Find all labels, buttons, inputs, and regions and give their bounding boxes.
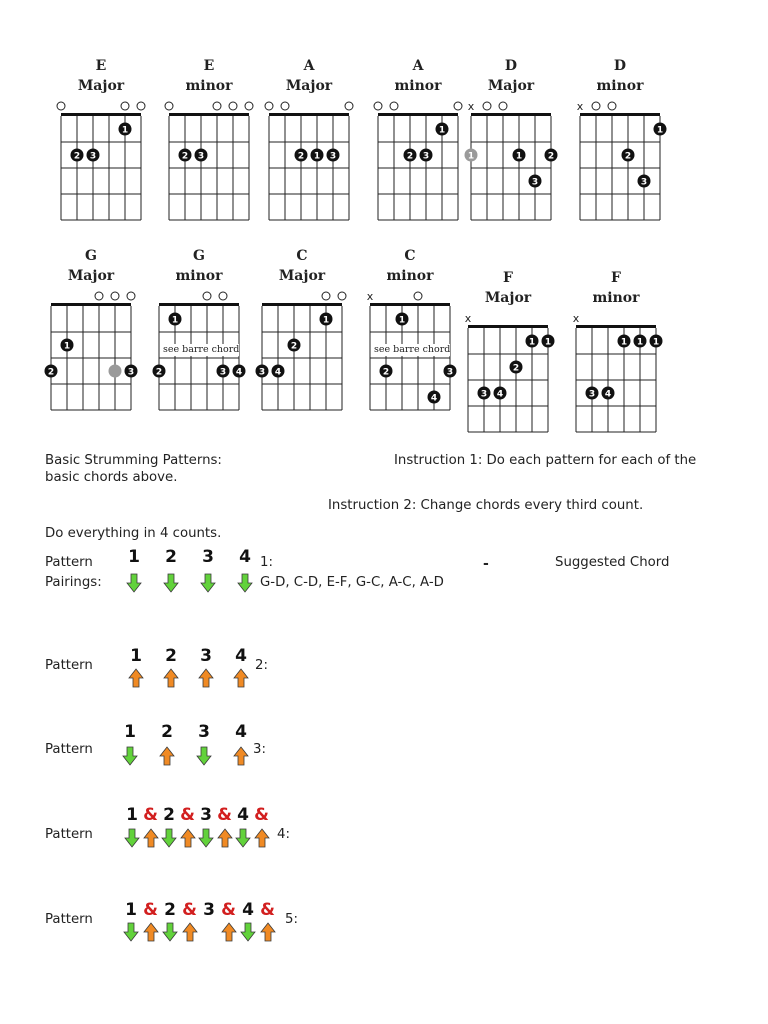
- open-string-marker: [203, 292, 211, 300]
- finger-number: 2: [512, 363, 520, 374]
- finger-number: 1: [467, 151, 475, 162]
- chord-root: G: [193, 248, 205, 264]
- strumming-heading: Basic Strumming Patterns:: [45, 453, 222, 468]
- count-label: &: [217, 805, 232, 825]
- nut: [471, 113, 551, 116]
- strum-up-arrow-icon: [143, 922, 159, 942]
- strum-down-arrow-icon: [200, 573, 216, 593]
- chord-d-major: [459, 56, 579, 256]
- open-string-marker: [111, 292, 119, 300]
- count-label: 4: [239, 547, 251, 567]
- pattern-label: Pattern: [45, 827, 93, 842]
- open-string-marker: [390, 102, 398, 110]
- count-label: 3: [203, 900, 215, 920]
- chord-quality: Major: [285, 78, 333, 94]
- strum-up-arrow-icon: [182, 922, 198, 942]
- chord-root: A: [303, 58, 315, 74]
- chord-quality: Major: [487, 78, 535, 94]
- count-label: 2: [161, 722, 173, 742]
- finger-number: 1: [313, 151, 321, 162]
- strum-down-arrow-icon: [237, 573, 253, 593]
- chord-root: C: [296, 248, 308, 264]
- pairings-label: Pairings:: [45, 575, 102, 590]
- chord-root: D: [613, 58, 627, 74]
- strum-up-arrow-icon: [163, 668, 179, 688]
- chord-f-minor: [564, 268, 684, 468]
- nut: [576, 325, 656, 328]
- pattern-label: Pattern: [45, 555, 93, 570]
- chord-quality: minor: [185, 78, 233, 94]
- finger-dot: [109, 365, 122, 378]
- finger-number: 3: [588, 389, 596, 400]
- nut: [370, 303, 450, 306]
- strum-down-arrow-icon: [123, 922, 139, 942]
- count-label: 1: [125, 900, 137, 920]
- chord-d-minor: [568, 56, 688, 256]
- finger-number: 1: [438, 125, 446, 136]
- finger-number: 2: [406, 151, 414, 162]
- nut: [262, 303, 342, 306]
- count-label: 3: [198, 722, 210, 742]
- finger-number: 1: [398, 315, 406, 326]
- finger-number: 2: [382, 367, 390, 378]
- strum-down-arrow-icon: [122, 746, 138, 766]
- finger-number: 1: [171, 315, 179, 326]
- count-label: &: [254, 805, 269, 825]
- open-string-marker: [281, 102, 289, 110]
- finger-number: 1: [636, 337, 644, 348]
- finger-number: 1: [63, 341, 71, 352]
- finger-number: 1: [620, 337, 628, 348]
- strum-down-arrow-icon: [161, 828, 177, 848]
- strum-up-arrow-icon: [233, 668, 249, 688]
- count-label: 3: [200, 646, 212, 666]
- count-label: 4: [235, 722, 247, 742]
- chord-root: F: [611, 270, 621, 286]
- open-string-marker: [213, 102, 221, 110]
- nut: [378, 113, 458, 116]
- strum-up-arrow-icon: [159, 746, 175, 766]
- finger-number: 4: [604, 389, 612, 400]
- chord-grid: [459, 56, 579, 256]
- count-label: 4: [235, 646, 247, 666]
- open-string-marker: [592, 102, 600, 110]
- chord-f-major: [456, 268, 576, 468]
- chord-quality: minor: [394, 78, 442, 94]
- strum-down-arrow-icon: [163, 573, 179, 593]
- nut: [580, 113, 660, 116]
- open-string-marker: [499, 102, 507, 110]
- nut: [159, 303, 239, 306]
- strum-down-arrow-icon: [126, 573, 142, 593]
- chord-root: C: [404, 248, 416, 264]
- finger-number: 1: [515, 151, 523, 162]
- chord-root: G: [85, 248, 97, 264]
- chord-quality: minor: [386, 268, 434, 284]
- instruction-1: Instruction 1: Do each pattern for each of the: [394, 453, 697, 468]
- chord-quality: minor: [592, 290, 640, 306]
- count-label: 1: [124, 722, 136, 742]
- chord-quality: minor: [596, 78, 644, 94]
- nut: [169, 113, 249, 116]
- open-string-marker: [137, 102, 145, 110]
- open-string-marker: [322, 292, 330, 300]
- finger-number: 3: [531, 177, 539, 188]
- count-label: &: [143, 900, 158, 920]
- finger-number: 1: [656, 125, 664, 136]
- finger-number: 4: [496, 389, 504, 400]
- open-string-marker: [265, 102, 273, 110]
- nut: [51, 303, 131, 306]
- muted-string-marker: x: [576, 100, 584, 113]
- open-string-marker: [95, 292, 103, 300]
- pattern-number: 4:: [277, 827, 290, 842]
- finger-number: 2: [181, 151, 189, 162]
- strum-down-arrow-icon: [198, 828, 214, 848]
- strum-down-arrow-icon: [235, 828, 251, 848]
- strum-up-arrow-icon: [198, 668, 214, 688]
- chord-grid: [250, 246, 370, 446]
- chord-quality: Major: [67, 268, 115, 284]
- count-label: 4: [242, 900, 254, 920]
- count-label: &: [180, 805, 195, 825]
- finger-number: 3: [640, 177, 648, 188]
- count-label: 2: [164, 900, 176, 920]
- pattern-number: 3:: [253, 742, 266, 757]
- barre-chord-note: see barre chord: [163, 343, 240, 355]
- chord-g-minor: [147, 246, 267, 446]
- chord-quality: Major: [278, 268, 326, 284]
- open-string-marker: [483, 102, 491, 110]
- strum-up-arrow-icon: [128, 668, 144, 688]
- nut: [61, 113, 141, 116]
- strum-down-arrow-icon: [124, 828, 140, 848]
- count-label: &: [182, 900, 197, 920]
- strum-down-arrow-icon: [196, 746, 212, 766]
- pattern-number: 2:: [255, 658, 268, 673]
- finger-number: 3: [127, 367, 135, 378]
- open-string-marker: [608, 102, 616, 110]
- chord-grid: [456, 268, 576, 468]
- pattern-label: Pattern: [45, 658, 93, 673]
- strum-up-arrow-icon: [233, 746, 249, 766]
- open-string-marker: [121, 102, 129, 110]
- pattern-number: 5:: [285, 912, 298, 927]
- open-string-marker: [374, 102, 382, 110]
- finger-number: 1: [528, 337, 536, 348]
- finger-number: 1: [121, 125, 129, 136]
- count-label: 1: [128, 547, 140, 567]
- chord-grid: [257, 56, 377, 256]
- chord-grid: [49, 56, 169, 256]
- open-string-marker: [127, 292, 135, 300]
- chord-g-major: [39, 246, 159, 446]
- instruction-2: Instruction 2: Change chords every third count.: [328, 498, 644, 513]
- finger-number: 2: [73, 151, 81, 162]
- finger-number: 1: [322, 315, 330, 326]
- finger-number: 3: [422, 151, 430, 162]
- finger-number: 1: [544, 337, 552, 348]
- suggested-pairings-list: G-D, C-D, E-F, G-C, A-C, A-D: [260, 575, 444, 590]
- finger-number: 2: [155, 367, 163, 378]
- open-string-marker: [165, 102, 173, 110]
- chord-root: E: [95, 58, 107, 74]
- finger-number: 4: [274, 367, 282, 378]
- open-string-marker: [219, 292, 227, 300]
- open-string-marker: [345, 102, 353, 110]
- finger-number: 3: [89, 151, 97, 162]
- open-string-marker: [57, 102, 65, 110]
- chord-grid: [39, 246, 159, 446]
- muted-string-marker: x: [572, 312, 580, 325]
- chord-grid: [564, 268, 684, 468]
- chord-grid: [568, 56, 688, 256]
- strum-up-arrow-icon: [180, 828, 196, 848]
- finger-number: 4: [430, 393, 438, 404]
- strum-up-arrow-icon: [143, 828, 159, 848]
- count-label: 2: [163, 805, 175, 825]
- chord-c-major: [250, 246, 370, 446]
- finger-number: 1: [652, 337, 660, 348]
- strumming-heading-cont: basic chords above.: [45, 470, 178, 485]
- count-label: 4: [237, 805, 249, 825]
- strum-up-arrow-icon: [217, 828, 233, 848]
- finger-number: 3: [329, 151, 337, 162]
- count-label: 1: [130, 646, 142, 666]
- finger-number: 3: [446, 367, 454, 378]
- chord-root: A: [412, 58, 424, 74]
- count-label: &: [260, 900, 275, 920]
- chord-quality: minor: [175, 268, 223, 284]
- muted-string-marker: x: [464, 312, 472, 325]
- finger-number: 2: [290, 341, 298, 352]
- pairings-dash: -: [483, 556, 489, 572]
- open-string-marker: [338, 292, 346, 300]
- strum-up-arrow-icon: [221, 922, 237, 942]
- strum-up-arrow-icon: [254, 828, 270, 848]
- muted-string-marker: x: [467, 100, 475, 113]
- strum-up-arrow-icon: [260, 922, 276, 942]
- finger-number: 3: [219, 367, 227, 378]
- finger-number: 2: [547, 151, 555, 162]
- finger-number: 2: [297, 151, 305, 162]
- open-string-marker: [229, 102, 237, 110]
- finger-number: 3: [197, 151, 205, 162]
- strum-down-arrow-icon: [162, 922, 178, 942]
- open-string-marker: [414, 292, 422, 300]
- muted-string-marker: x: [366, 290, 374, 303]
- finger-number: 4: [235, 367, 243, 378]
- count-label: 3: [200, 805, 212, 825]
- chord-root: D: [504, 58, 518, 74]
- nut: [269, 113, 349, 116]
- pattern-label: Pattern: [45, 742, 93, 757]
- count-label: 2: [165, 547, 177, 567]
- chord-root: F: [503, 270, 513, 286]
- finger-number: 2: [47, 367, 55, 378]
- pattern-number: 1:: [260, 555, 273, 570]
- barre-chord-note: see barre chord: [374, 343, 451, 355]
- finger-number: 3: [258, 367, 266, 378]
- strum-down-arrow-icon: [240, 922, 256, 942]
- chord-quality: Major: [77, 78, 125, 94]
- count-label: 3: [202, 547, 214, 567]
- chord-a-major: [257, 56, 377, 256]
- count-label: 2: [165, 646, 177, 666]
- pattern-label: Pattern: [45, 912, 93, 927]
- count-label: 1: [126, 805, 138, 825]
- chord-quality: Major: [484, 290, 532, 306]
- suggested-chord-label: Suggested Chord: [555, 555, 670, 570]
- four-counts-note: Do everything in 4 counts.: [45, 526, 222, 541]
- count-label: &: [143, 805, 158, 825]
- finger-number: 2: [624, 151, 632, 162]
- chord-e-major: [49, 56, 169, 256]
- chord-root: E: [203, 58, 215, 74]
- nut: [468, 325, 548, 328]
- finger-number: 3: [480, 389, 488, 400]
- open-string-marker: [245, 102, 253, 110]
- count-label: &: [221, 900, 236, 920]
